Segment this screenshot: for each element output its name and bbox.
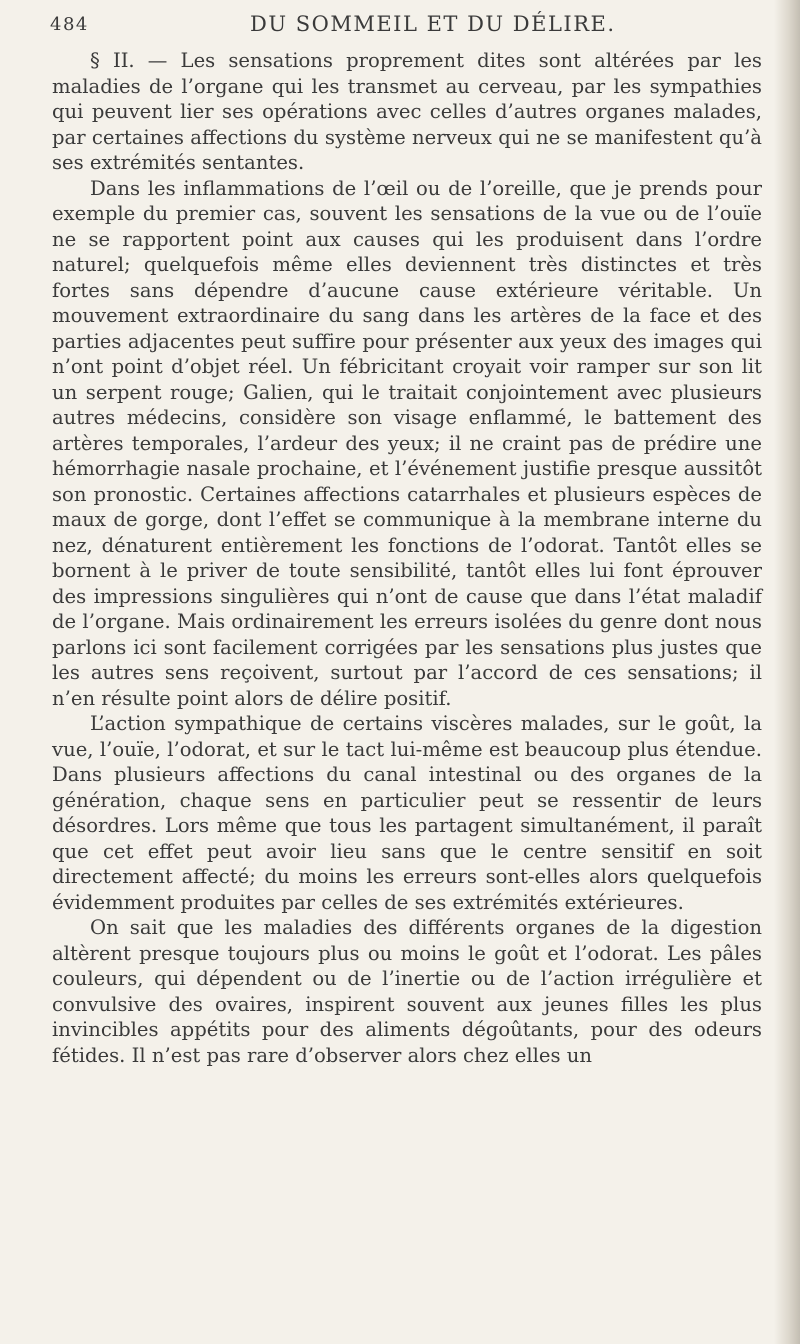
page-binding-edge bbox=[774, 0, 800, 1344]
paragraph-sympathetic-action: L’action sympathique de certains viscères malades, sur le goût, la vue, l’ouïe, l’odorat, et sur le tact lui-même est beaucoup plus étendue. Dans plusieurs affections du canal intestinal ou des organes de la génération, chaque sens en particulier peut se ressentir de leurs désordres. Lors même que tous les partagent simultanément, il paraît que cet effet peut avoir lieu sans que le centre sensitif en soit directement affecté; du moins les erreurs sont-elles alors quelquefois évidemment produites par celles de ses extrémités extérieures. bbox=[52, 712, 762, 914]
running-title: DU SOMMEIL ET DU DÉLIRE. bbox=[250, 12, 616, 36]
page-header bbox=[50, 10, 770, 44]
page-number: 484 bbox=[50, 14, 89, 35]
paragraph-section-ii: § II. — Les sensations proprement dites sont altérées par les maladies de l’organe qui les transmet au cerveau, par les sympathies qui peuvent lier ses opérations avec celles d’autres organes malades, par certaines affections du système nerveux qui ne se manifestent qu’à ses extrémités sentantes. bbox=[52, 49, 762, 174]
paragraph-inflammations: Dans les inflammations de l’œil ou de l’oreille, que je prends pour exemple du premier cas, souvent les sensations de la vue ou de l’ouïe ne se rapportent point aux causes qui les produisent dans l’ordre naturel; quelquefois même elles deviennent très distinctes et très fortes sans dépendre d’aucune cause extérieure véritable. Un mouvement extraordinaire du sang dans les artères de la face et des parties adjacentes peut suffire pour présenter aux yeux des images qui n’ont point d’objet réel. Un fébricitant croyait voir ramper sur son lit un serpent rouge; Galien, qui le traitait conjointement avec plusieurs autres médecins, considère son visage enflammé, le battement des artères temporales, l’ardeur des yeux; il ne craint pas de prédire une hémorrhagie nasale prochaine, et l’événement justifie presque aussitôt son pronostic. Certaines affections catarrhales et plusieurs espèces de maux de gorge, dont l’effet se communique à la membrane interne du nez, dénaturent entièrement les fonctions de l’odorat. Tantôt elles se bornent à le priver de toute sensibilité, tantôt elles lui font éprouver des impressions singulières qui n’ont de cause que dans l’état maladif de l’organe. Mais ordinairement les erreurs isolées du genre dont nous parlons ici sont facilement corrigées par les sensations plus justes que les autres sens reçoivent, surtout par l’accord de ces sensations; il n’en résulte point alors de délire positif. bbox=[52, 176, 762, 710]
paragraph-digestion: On sait que les maladies des différents organes de la digestion altèrent presque toujours plus ou moins le goût et l’odorat. Les pâles couleurs, qui dépendent ou de l’inertie ou de l’action irrégulière et convulsive des ovaires, inspirent souvent aux jeunes filles les plus invincibles appétits pour des aliments dégoûtants, pour des odeurs fétides. Il n’est pas rare d’observer alors chez elles un bbox=[52, 916, 762, 1067]
text-body bbox=[52, 48, 762, 1068]
